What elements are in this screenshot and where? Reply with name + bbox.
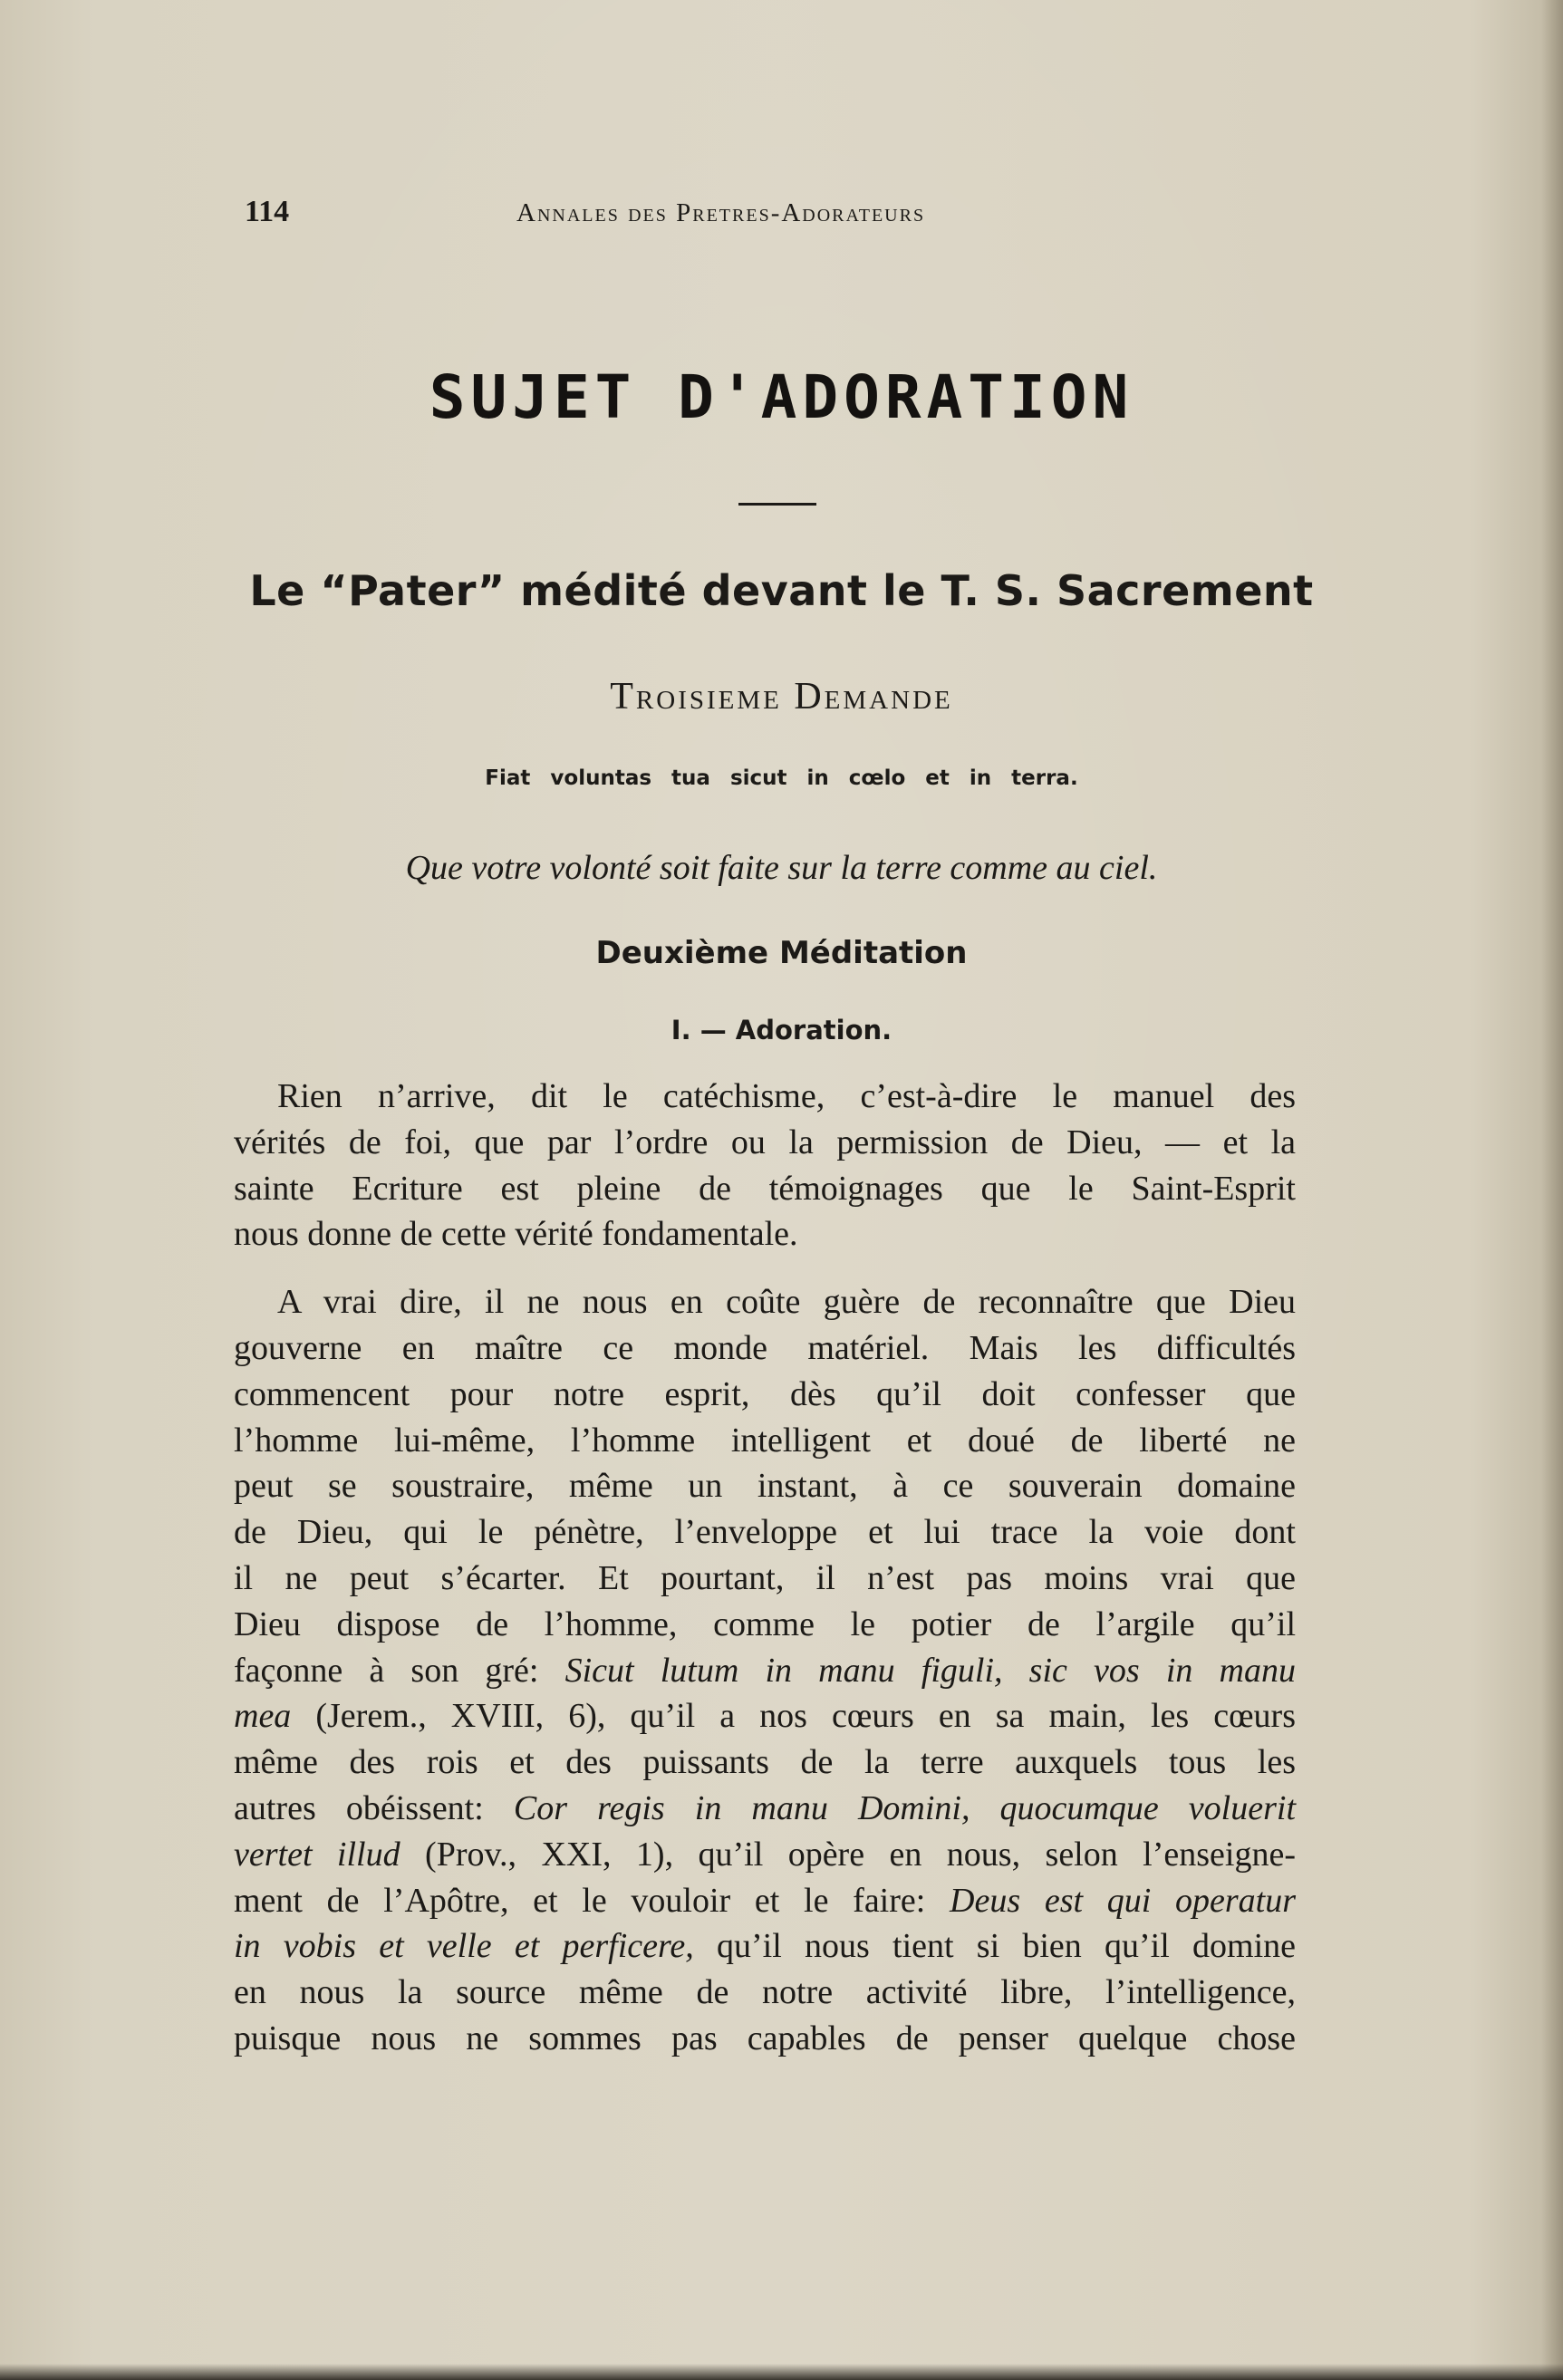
paragraph-1-line: Rien n’arrive, dit le catéchisme, c’est-à-dire le manuel des bbox=[277, 1077, 1296, 1115]
paragraph-2-line: A vrai dire, il ne nous en coûte guère de reconnaître que Dieu bbox=[277, 1283, 1296, 1322]
paragraph-1-line: nous donne de cette vérité fondamentale. bbox=[234, 1215, 798, 1254]
latin-quote: Deus est qui operatur bbox=[950, 1881, 1297, 1920]
paragraph-2-line: Dieu dispose de l’homme, comme le potier de l’argile qu’il bbox=[234, 1604, 1296, 1643]
text-run: façonne à son gré: bbox=[234, 1651, 565, 1690]
page-edge-shadow bbox=[1541, 0, 1563, 2380]
running-head: Annales des Pretres-Adorateurs bbox=[516, 198, 926, 227]
text-run: qu’il nous tient si bien qu’il domine bbox=[693, 1927, 1296, 1966]
section-title: SUJET D'ADORATION bbox=[429, 362, 1134, 432]
title-rule bbox=[738, 503, 816, 506]
paragraph-2-line: l’homme lui-même, l’homme intelligent et doué de liberté ne bbox=[234, 1421, 1296, 1460]
latin-quote: mea bbox=[234, 1697, 292, 1736]
part-title: I. — Adoration. bbox=[671, 1015, 892, 1045]
page-bottom-shadow bbox=[0, 2364, 1563, 2380]
body-text bbox=[234, 1074, 1296, 2062]
text-run: (Jerem., XVIII, 6), qu’il a nos cœurs en sa main, les cœurs bbox=[291, 1697, 1296, 1736]
paragraph-2-line: de Dieu, qui le pénètre, l’enveloppe et lui trace la voie dont bbox=[234, 1513, 1296, 1552]
main-title: Le “Pater” médité devant le T. S. Sacrement bbox=[249, 566, 1314, 615]
text-run: autres obéissent: bbox=[234, 1788, 514, 1827]
paragraph-2-line bbox=[234, 1923, 1296, 1970]
latin-quote: vertet illud bbox=[234, 1835, 400, 1874]
verse-translation: Que votre volonté soit faite sur la terre comme au ciel. bbox=[405, 849, 1158, 887]
latin-quote: in vobis et velle et perficere, bbox=[234, 1927, 694, 1966]
latin-verse: Fiat voluntas tua sicut in cœlo et in terra. bbox=[485, 766, 1078, 790]
paragraph-2-line bbox=[234, 1832, 1296, 1878]
text-run: (Prov., XXI, 1), qu’il opère en nous, selon l’enseigne- bbox=[400, 1835, 1296, 1874]
paragraph-2-line: en nous la source même de notre activité libre, l’intelligence, bbox=[234, 1973, 1296, 2012]
meditation-title: Deuxième Méditation bbox=[595, 935, 968, 971]
paragraph-2-line: même des rois et des puissants de la terre auxquels tous les bbox=[234, 1743, 1296, 1782]
paragraph-2-line: peut se soustraire, même un instant, à ce souverain domaine bbox=[234, 1467, 1296, 1506]
page-number: 114 bbox=[245, 195, 290, 228]
paragraph-gap bbox=[234, 1257, 1296, 1279]
paragraph-2-line bbox=[234, 1878, 1296, 1924]
latin-quote: Cor regis in manu Domini, quocumque voluerit bbox=[513, 1788, 1296, 1827]
paragraph-2-line: puisque nous ne sommes pas capables de penser quelque chose bbox=[234, 2019, 1296, 2057]
paragraph-2-line: gouverne en maître ce monde matériel. Mais les difficultés bbox=[234, 1328, 1296, 1367]
paragraph-2-line bbox=[234, 1648, 1296, 1694]
latin-quote: Sicut lutum in manu figuli, sic vos in manu bbox=[564, 1651, 1296, 1690]
paragraph-2-line: commencent pour notre esprit, dès qu’il doit confesser que bbox=[234, 1374, 1296, 1413]
paragraph-2-line bbox=[234, 1786, 1296, 1832]
paragraph-1-line: vérités de foi, que par l’ordre ou la permission de Dieu, — et la bbox=[234, 1123, 1296, 1161]
text-run: ment de l’Apôtre, et le vouloir et le faire: bbox=[234, 1881, 950, 1920]
page-header bbox=[245, 195, 1314, 240]
subtitle: Troisieme Demande bbox=[610, 676, 953, 718]
paragraph-2-line bbox=[234, 1693, 1296, 1739]
paragraph-1-line: sainte Ecriture est pleine de témoignages que le Saint-Esprit bbox=[234, 1169, 1296, 1208]
paragraph-2-line: il ne peut s’écarter. Et pourtant, il n’est pas moins vrai que bbox=[234, 1558, 1296, 1597]
